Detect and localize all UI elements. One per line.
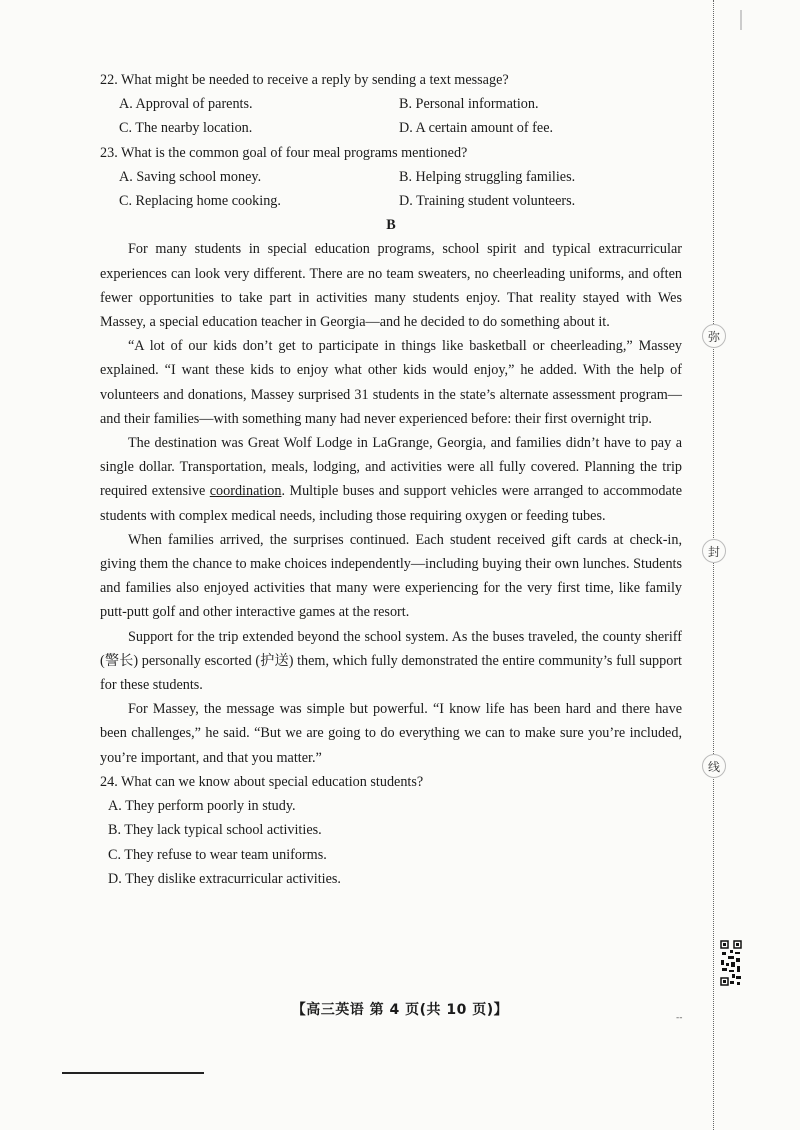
passage-paragraph-4: When families arrived, the surprises continued. Each student received gift cards at check-in, giving them the chance to make choices independently—including buying their own lunches. Students and families also enjoyed activities that many were experiencing for the very first time, like family putt-putt golf and other interactive games at the resort. [100, 531, 682, 621]
passage-paragraph-1: For many students in special education programs, school spirit and typical extracurricular experiences can look very different. There are no team sweaters, no cheerleading uniforms, and often fewer opportunities to take part in activities many students enjoy. That reality stayed with Wes Massey, a special education teacher in Georgia—and he decided to do something about it. [100, 241, 682, 331]
binding-mark-mi: 弥 [702, 324, 726, 348]
section-b-title: B [386, 217, 396, 234]
binding-mark-feng: 封 [702, 539, 726, 563]
option-22-b: B. Personal information. [399, 96, 539, 113]
question-24-stem: 24. What can we know about special education students? [100, 773, 424, 790]
binding-mark-xian: 线 [702, 754, 726, 778]
question-22-stem: 22. What might be needed to receive a reply by sending a text message? [100, 72, 509, 88]
option-22-a: A. Approval of parents. [119, 96, 253, 113]
passage-paragraph-5: Support for the trip extended beyond the school system. As the buses traveled, the county sheriff (警长) personally escorted (护送) them, which fully demonstrated the entire community’s full support for these students. [100, 628, 682, 694]
question-24-options [108, 794, 682, 891]
passage-paragraph-3 [100, 431, 682, 528]
option-24-b: B. They lack typical school activities. [108, 822, 322, 839]
option-23-b: B. Helping struggling families. [399, 168, 576, 185]
question-22-options [119, 92, 682, 140]
passage-paragraph-6: For Massey, the message was simple but powerful. “I know life has been hard and there have been challenges,” he said. “But we are going to do everything we can to make sure you’re included, you’re important, and that you matter.” [100, 701, 682, 766]
option-22-d: D. A certain amount of fee. [399, 120, 554, 137]
question-23-stem: 23. What is the common goal of four meal programs mentioned? [100, 144, 468, 161]
passage-paragraph-2: “A lot of our kids don’t get to participate in things like basketball or cheerleading,” Massey explained. “I want these kids to enjoy what other kids would enjoy,” he added. With the help of volunteers and donations, Massey surprised 31 students in the state’s alternate assessment program—and their families—with something many had never experienced before: their first overnight trip. [100, 338, 682, 427]
margin-mark: -- [676, 1013, 683, 1023]
qr-code-icon [720, 940, 742, 986]
option-24-c: C. They refuse to wear team uniforms. [108, 846, 327, 863]
page-footer: 【高三英语 第 4 页(共 10 页)】 [291, 1002, 509, 1018]
paragraph-3-text-b: . Multiple buses and support vehicles were arranged to accommodate students with complex medical needs, including those requiring oxygen or feeding tubes. [100, 483, 682, 524]
underlined-word-coordination: coordination [209, 483, 282, 500]
exam-page-content [100, 68, 682, 891]
option-24-a: A. They perform poorly in study. [108, 798, 296, 815]
bottom-rule [62, 1072, 204, 1074]
edge-mark [740, 10, 742, 30]
option-23-c: C. Replacing home cooking. [119, 193, 281, 210]
option-23-a: A. Saving school money. [119, 168, 262, 185]
question-23-options [119, 165, 682, 213]
paragraph-3-text-a: The destination was Great Wolf Lodge in LaGrange, Georgia, and families didn’t have to pay a single dollar. Transportation, meals, lodging, and activities were all fully covered. Planning the trip required extensive [100, 435, 682, 500]
option-24-d: D. They dislike extracurricular activities. [108, 870, 341, 887]
binding-dotted-line [713, 0, 714, 1130]
option-22-c: C. The nearby location. [119, 120, 253, 137]
option-23-d: D. Training student volunteers. [399, 193, 576, 210]
